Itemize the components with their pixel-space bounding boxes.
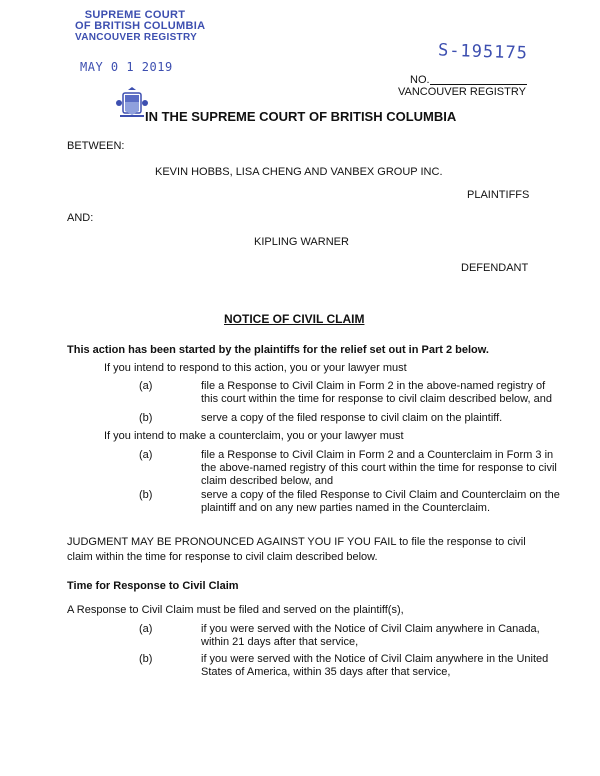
counter-a-line-1: file a Response to Civil Claim in Form 2 and a Counterclaim in Form 3 in (201, 449, 554, 461)
time-a-line-2: within 21 days after that service, (201, 636, 359, 648)
time-section-heading: Time for Response to Civil Claim (67, 580, 239, 592)
between-label: BETWEEN: (67, 140, 125, 152)
respond-b-text: serve a copy of the filed response to civil claim on the plaintiff. (201, 412, 503, 424)
court-title: IN THE SUPREME COURT OF BRITISH COLUMBIA (145, 109, 457, 124)
counter-b-line-2: plaintiff and on any new parties named in the Counterclaim. (201, 502, 491, 514)
judgment-line-2: claim within the time for response to civil claim described below. (67, 551, 378, 563)
no-label: NO. (410, 74, 430, 86)
plaintiffs-names: KEVIN HOBBS, LISA CHENG AND VANBEX GROUP INC. (155, 166, 443, 178)
stamp-line-3: VANCOUVER REGISTRY (75, 32, 198, 43)
time-b-line-1: if you were served with the Notice of Civil Claim anywhere in the United (201, 653, 549, 665)
plaintiffs-label: PLAINTIFFS (467, 189, 530, 201)
time-b-line-2: States of America, within 35 days after that service, (201, 666, 451, 678)
no-underline (430, 84, 527, 85)
counter-a-line-2: the above-named registry of this court within the time for response to civil (201, 462, 557, 474)
counter-a-line-3: claim described below, and (201, 475, 334, 487)
respond-b-marker: (b) (139, 412, 153, 424)
counter-b-marker: (b) (139, 489, 153, 501)
respond-intro: If you intend to respond to this action, you or your lawyer must (104, 362, 407, 374)
judgment-line-1: JUDGMENT MAY BE PRONOUNCED AGAINST YOU IF YOU FAIL to file the response to civil (67, 536, 526, 548)
time-b-marker: (b) (139, 653, 153, 665)
registry-name: VANCOUVER REGISTRY (398, 86, 526, 98)
time-a-marker: (a) (139, 623, 153, 635)
time-section-intro: A Response to Civil Claim must be filed and served on the plaintiff(s), (67, 604, 404, 616)
defendant-label: DEFENDANT (461, 262, 529, 274)
respond-a-line-1: file a Response to Civil Claim in Form 2 in the above-named registry of (201, 380, 546, 392)
stamp-date: MAY 0 1 2019 (80, 60, 173, 74)
counter-a-marker: (a) (139, 449, 153, 461)
defendant-name: KIPLING WARNER (254, 236, 349, 248)
file-number: S-195175 (437, 40, 529, 64)
time-a-line-1: if you were served with the Notice of Civil Claim anywhere in Canada, (201, 623, 540, 635)
counter-intro: If you intend to make a counterclaim, you or your lawyer must (104, 430, 404, 442)
notice-intro: This action has been started by the plaintiffs for the relief set out in Part 2 below. (67, 344, 489, 356)
registry-stamp (75, 9, 206, 43)
and-label: AND: (67, 212, 94, 224)
stamp-line-2: OF BRITISH COLUMBIA (75, 20, 206, 32)
counter-b-line-1: serve a copy of the filed Response to Civil Claim and Counterclaim on the (201, 489, 560, 501)
court-crest-icon (115, 87, 149, 121)
respond-a-marker: (a) (139, 380, 153, 392)
notice-title: NOTICE OF CIVIL CLAIM (224, 312, 365, 326)
respond-a-line-2: this court within the time for response to civil claim described below, and (201, 393, 552, 405)
stamp-line-1: SUPREME COURT (84, 9, 186, 21)
